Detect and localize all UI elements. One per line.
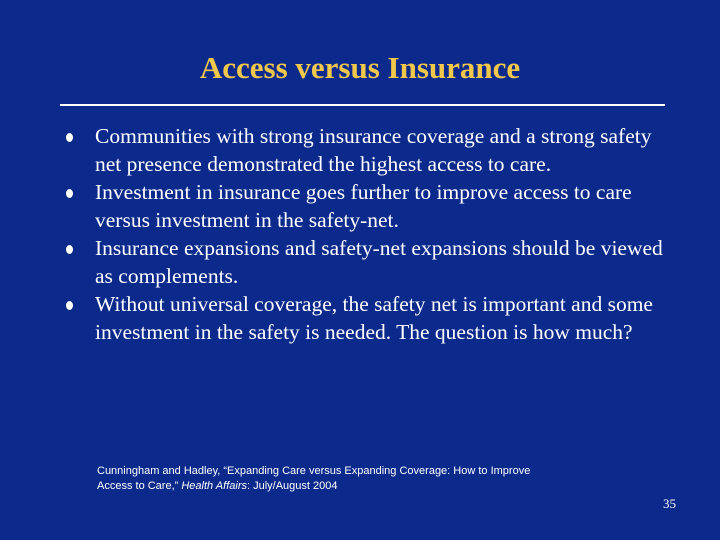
bullet-item (60, 178, 680, 234)
bullet-icon (66, 301, 73, 310)
citation-suffix: : July/August 2004 (246, 480, 338, 492)
bullet-text: Insurance expansions and safety-net expansions should be viewed as complements. (95, 236, 663, 288)
page-number: 35 (663, 496, 676, 511)
bullet-icon (66, 133, 73, 142)
bullet-item (60, 234, 680, 290)
bullet-text: Without universal coverage, the safety net is important and some investment in the safety is needed. The question is how much? (95, 292, 653, 344)
bullet-list (60, 122, 680, 346)
slide-title: Access versus Insurance (199, 50, 521, 85)
title-divider (60, 104, 665, 106)
citation-prefix: Access to Care,” (97, 480, 182, 492)
bullet-text: Investment in insurance goes further to improve access to care versus investment in the safety-net. (95, 180, 632, 232)
citation (97, 464, 617, 494)
bullet-item (60, 290, 680, 346)
bullet-icon (66, 245, 73, 254)
bullet-icon (66, 189, 73, 198)
citation-line-2 (97, 479, 617, 494)
citation-journal: Health Affairs (181, 480, 247, 492)
bullet-text: Communities with strong insurance coverage and a strong safety net presence demonstrated the highest access to care. (95, 124, 652, 176)
bullet-item (60, 122, 680, 178)
citation-line-1: Cunningham and Hadley, “Expanding Care versus Expanding Coverage: How to Improve (97, 465, 531, 477)
